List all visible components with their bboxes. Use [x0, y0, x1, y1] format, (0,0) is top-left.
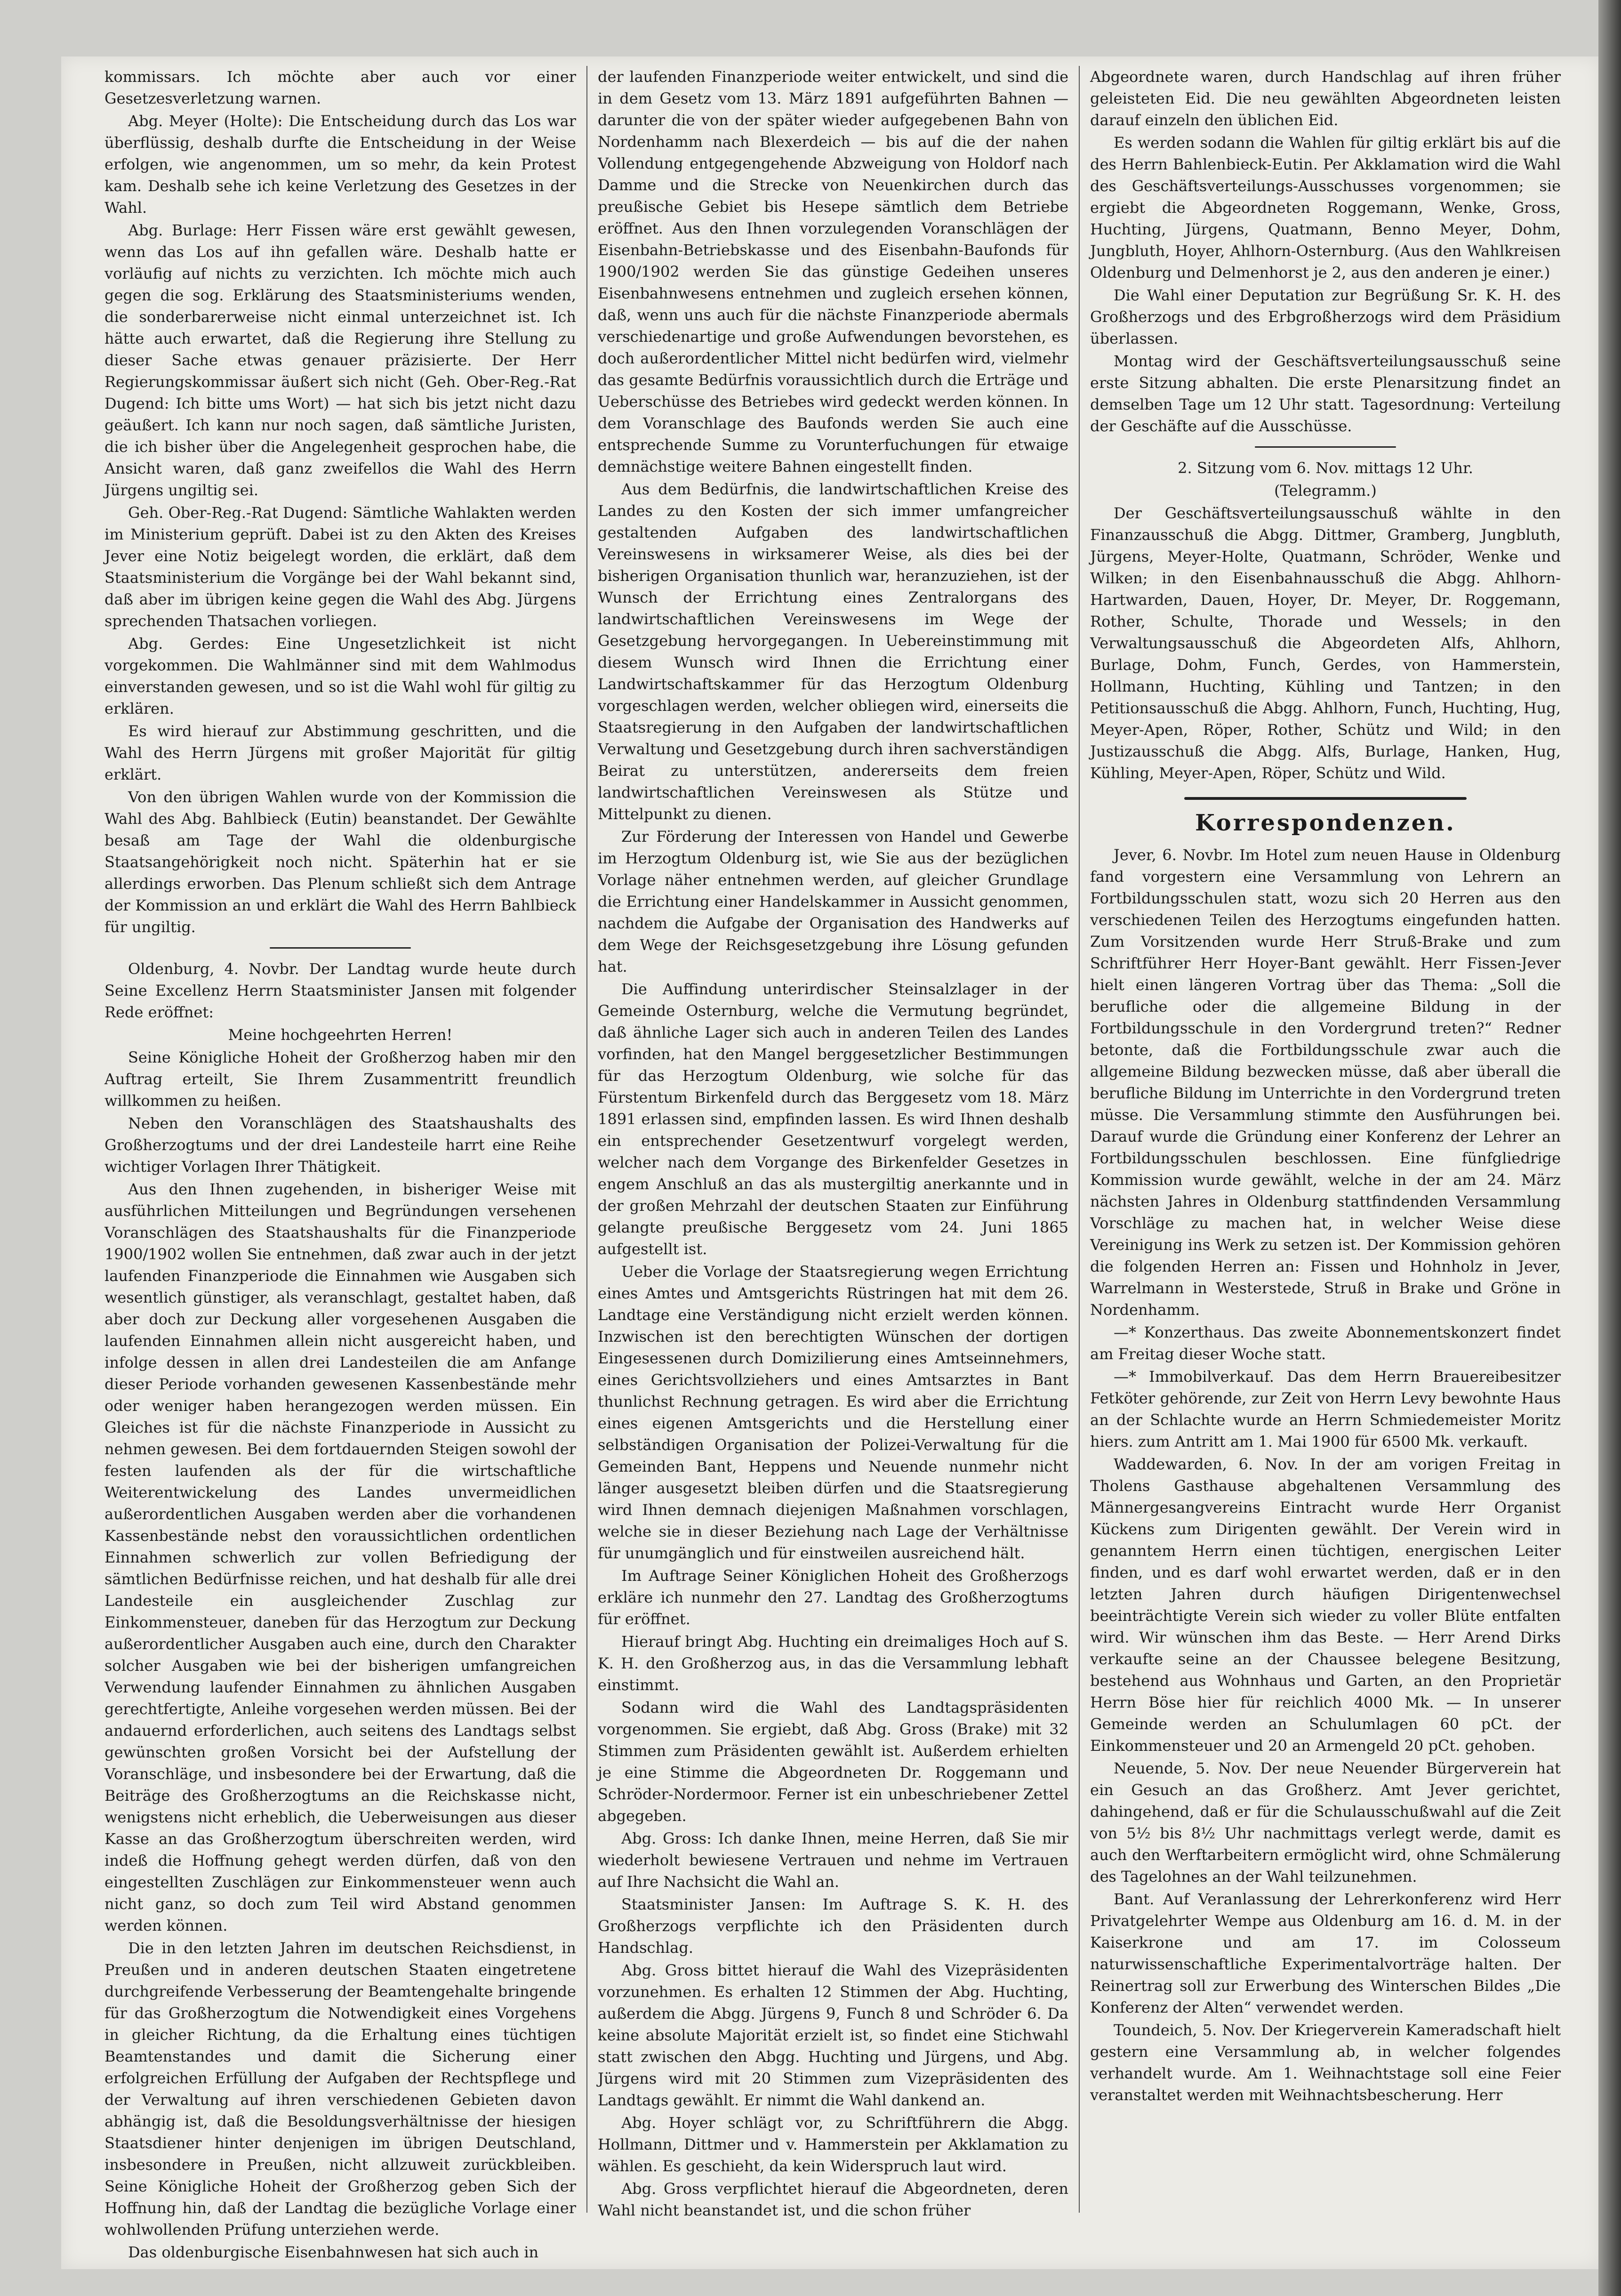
paragraph: der laufenden Finanzperiode weiter entwickelt, und sind die in dem Gesetz vom 13. März 1891 aufgeführten Bahnen — darunter die von der später wieder aufgegebenen Bahn von Nordenhamm nach Blexerdeich — bis auf die der nahen Vollendung entgegengehende Abzweigung von Holdorf nach Damme und die Strecke von Neuenkirchen durch das preußische Gebiet bis Hesepe sämtlich dem Betriebe eröffnet. Aus den Ihnen vorzulegenden Voranschlägen der Eisenbahn-Betriebskasse und des Eisenbahn-Baufonds für 1900/1902 werden Sie das günstige Gedeihen unseres Eisenbahnwesens entnehmen und zugleich ersehen können, daß, wenn uns auch für die nächste Finanzperiode abermals verschiedenartige und große Aufwendungen bevorstehen, es doch außerordentlicher Mittel nicht bedürfen wird, vielmehr das gesamte Bedürfnis voraussichtlich durch die Erträge und Ueberschüsse des Betriebes wird gedeckt werden können. In dem Voranschlage des Baufonds werden Sie auch eine entsprechende Summe zu Vorunterfuchungen für etwaige demnächstige weitere Bahnen eingestellt finden.	[598, 68, 1068, 475]
paragraph: Abgeordnete waren, durch Handschlag auf ihren früher geleisteten Eid. Die neu gewählten Abgeordneten leisten darauf einzeln den üblichen Eid.	[1090, 68, 1561, 129]
divider	[1255, 446, 1396, 448]
paragraph: Abg. Gerdes: Eine Ungesetzlichkeit ist nicht vorgekommen. Die Wahlmänner sind mit dem Wahlmodus einverstanden gewesen, und so ist die Wahl wohl für giltig zu erklären.	[104, 635, 576, 717]
paragraph: Geh. Ober-Reg.-Rat Dugend: Sämtliche Wahlakten werden im Ministerium geprüft. Dabei ist zu den Akten des Kreises Jever eine Notiz beigelegt worden, die erklärt, daß dem Staatsministerium die Vorgänge bei der Wahl bekannt sind, daß aber im übrigen keine gegen die Wahl des Abg. Jürgens sprechenden Thatsachen vorliegen.	[104, 504, 576, 630]
column-3	[1079, 66, 1571, 2213]
paragraph: Der Geschäftsverteilungsausschuß wählte in den Finanzausschuß die Abgg. Dittmer, Gramberg, Jungbluth, Jürgens, Meyer-Holte, Quatmann, Schröder, Wenke und Wilken; in den Eisenbahnausschuß die Abgg. Ahlhorn-Hartwarden, Dauen, Hoyer, Dr. Meyer, Dr. Roggemann, Rother, Schulte, Thorade und Wessels; in den Verwaltungsausschuß die Abgeordeten Alfs, Ahlhorn, Burlage, Dohm, Funch, Gerdes, von Hammerstein, Hollmann, Huchting, Kühling und Tantzen; in den Petitionsausschuß die Abgg. Ahlhorn, Funch, Huchting, Hug, Meyer-Apen, Röper, Rother, Schütz und Wild; in den Justizausschuß die Abgg. Alfs, Burlage, Hanken, Hug, Kühling, Meyer-Apen, Röper, Schütz und Wild.	[1090, 504, 1561, 782]
paragraph-immobilverkauf: —* Immobilverkauf. Das dem Herrn Brauereibesitzer Fetköter gehörende, zur Zeit von Herrn Levy bewohnte Haus an der Schlachte wurde an Herrn Schmiedemeister Moritz hiers. zum Antritt am 1. Mai 1900 für 6500 Mk. verkauft.	[1090, 1368, 1561, 1450]
paragraph: Abg. Hoyer schlägt vor, zu Schriftführern die Abgg. Hollmann, Dittmer und v. Hammerstein per Akklamation zu wählen. Es geschieht, da kein Widerspruch laut wird.	[598, 2114, 1068, 2175]
paragraph: Ueber die Vorlage der Staatsregierung wegen Errichtung eines Amtes und Amtsgerichts Rüstringen hat mit dem 26. Landtage eine Verständigung nicht erzielt werden können. Inzwischen ist den berechtigten Wünschen der dortigen Eingesessenen durch Domizilierung eines Amtseinnehmers, eines Gerichtsvollziehers und eines Amtsarztes in Bant thunlichst Rechnung getragen. Es wird aber die Errichtung eines eigenen Amtsgerichts und die Herstellung einer selbständigen Organisation der Polizei-Verwaltung für die Gemeinden Bant, Heppens und Neuende nunmehr nicht länger ausgesetzt bleiben dürfen und die Staatsregierung wird Ihnen demnach diejenigen Maßnahmen vorschlagen, welche sie in dieser Beziehung nach Lage der Verhältnisse für unumgänglich und für einstweilen ausreichend hält.	[598, 1263, 1068, 1562]
paragraph-neuende: Neuende, 5. Nov. Der neue Neuender Bürgerverein hat ein Gesuch an das Großherz. Amt Jever gerichtet, dahingehend, daß er für die Schulausschußwahl auf die Zeit von 5½ bis 8½ Uhr nachmittags verlegt werde, damit es auch den Werftarbeitern ermöglicht wird, ohne Schmälerung des Tagelohnes an der Wahl teilzunehmen.	[1090, 1759, 1561, 1885]
paragraph: Aus den Ihnen zugehenden, in bisheriger Weise mit ausführlichen Mitteilungen und Begründungen versehenen Voranschlägen des Staatshaushalts für die Finanzperiode 1900/1902 wollen Sie entnehmen, daß zwar auch in der jetzt laufenden Finanzperiode die Einnahmen wie Ausgaben sich wesentlich günstiger, als veranschlagt, gestaltet haben, daß aber doch zur Deckung aller vorgesehenen Ausgaben die laufenden Einnahmen allein nicht ausgereicht haben, und infolge dessen in allen drei Landesteilen die am Anfange dieser Periode vorhanden gewesenen Kassenbestände mehr oder weniger haben herangezogen werden müssen. Ein Gleiches ist für die nächste Finanzperiode in Aussicht zu nehmen gewesen. Bei dem fortdauernden Steigen sowohl der festen laufenden als der für die wirtschaftliche Weiterentwickelung des Landes unvermeidlichen außerordentlichen Ausgaben werden aber die vorhandenen Kassenbestände nebst den voraussichtlichen ordentlichen Einnahmen schwerlich zur vollen Befriedigung der sämtlichen Bedürfnisse reichen, und hat deshalb für alle drei Landesteile ein ausgleichender Zuschlag zur Einkommensteuer, daneben für das Herzogtum zur Deckung außerordentlicher Ausgaben auch eine, durch den Charakter solcher Ausgaben wie bei der bisherigen umfangreichen Verwendung laufender Einnahmen zu ähnlichen Ausgaben gerechtfertigte, Anleihe vorgesehen werden müssen. Bei der andauernd erforderlichen, auch seitens des Landtags selbst gewünschten großen Vorsicht bei der Aufstellung der Voranschläge, und insbesondere bei der Erwartung, daß die Beiträge des Großherzogtums an die Reichskasse nicht, wenigstens nicht erheblich, die Ueberweisungen aus dieser Kasse an das Großherzogtum überschreiten werden, wird indeß die Hoffnung gehegt werden dürfen, daß von den eingestellten Zuschlägen zur Einkommensteuer wenn auch nicht ganz, so doch zum Teil wird Abstand genommen werden können.	[104, 1180, 576, 1934]
session-title: 2. Sitzung vom 6. Nov. mittags 12 Uhr.	[1178, 459, 1473, 477]
speech-salutation: Meine hochgeehrten Herren!	[228, 1026, 453, 1044]
paragraph-jever: Jever, 6. Novbr. Im Hotel zum neuen Hause in Oldenburg fand vorgestern eine Versammlung von Lehrern an Fortbildungsschulen statt, wozu sich 20 Herren aus den verschiedenen Teilen des Herzogtums eingefunden hatten. Zum Vorsitzenden wurde Herr Struß-Brake und zum Schriftführer Herr Hoyer-Bant gewählt. Herr Fissen-Jever hielt einen längeren Vortrag über das Thema: „Soll die berufliche oder die allgemeine Bildung in der Fortbildungsschule in den Vordergrund treten?“ Redner betonte, daß die Fortbildungsschule zwar auch die allgemeine Bildung bezwecken müsse, daß aber überall die berufliche Bildung im Unterrichte in den Vordergrund treten müsse. Die Versammlung stimmte den Ausführungen bei. Darauf wurde die Gründung einer Konferenz der Lehrer an Fortbildungsschulen beschlossen. Eine fünfgliedrige Kommission wurde gewählt, welche in der am 24. März nächsten Jahres in Oldenburg stattfindenden Versammlung Vorschläge zu machen hat, in welcher Weise diese Vereinigung ins Werk zu setzen ist. Der Kommission gehören die folgenden Herren an: Fissen und Hohnholz in Jever, Warrelmann in Westerstede, Struß in Brake und Gröne in Nordenhamm.	[1090, 846, 1561, 1319]
paragraph: Sodann wird die Wahl des Landtagspräsidenten vorgenommen. Sie ergiebt, daß Abg. Gross (Brake) mit 32 Stimmen zum Präsidenten gewählt ist. Außerdem erhielten je eine Stimme die Abgeordneten Dr. Roggemann und Schröder-Nordermoor. Ferner ist ein unbeschriebener Zettel abgegeben.	[598, 1699, 1068, 1825]
paragraph: Zur Förderung der Interessen von Handel und Gewerbe im Herzogtum Oldenburg ist, wie Sie aus der bezüglichen Vorlage näher entnehmen werden, auf gleicher Grundlage die Errichtung einer Handelskammer in Aussicht genommen, nachdem die Aufgabe der Organisation des Handwerks auf dem Wege der Reichsgesetzgebung ihre Lösung gefunden hat.	[598, 828, 1068, 975]
paragraph: Es wird hierauf zur Abstimmung geschritten, und die Wahl des Herrn Jürgens mit großer Majorität für giltig erklärt.	[104, 722, 576, 783]
paragraph: Aus dem Bedürfnis, die landwirtschaftlichen Kreise des Landes zu den Kosten der sich immer umfangreicher gestaltenden Aufgaben des landwirtschaftlichen Vereinswesens in wirksamerer Weise, als dies bei der bisherigen Organisation thunlich war, heranzuziehen, ist der Wunsch der Errichtung eines Zentralorgans des landwirtschaftlichen Vereinswesens im Wege der Gesetzgebung hervorgegangen. In Uebereinstimmung mit diesem Wunsch wird Ihnen die Errichtung einer Landwirtschaftskammer für das Herzogtum Oldenburg vorgeschlagen werden, welcher obliegen wird, einerseits die Staatsregierung in den Aufgaben der landwirtschaftlichen Verwaltung und Gesetzgebung durch ihren sachverständigen Beirat zu unterstützen, andererseits dem freien landwirtschaftlichen Vereinswesen als Stütze und Mittelpunkt zu dienen.	[598, 480, 1068, 823]
column-2	[586, 66, 1079, 2219]
paragraph: Die Wahl einer Deputation zur Begrüßung Sr. K. H. des Großherzogs und des Erbgroßherzogs wird dem Präsidium überlassen.	[1090, 286, 1561, 347]
paragraph: Neben den Voranschlägen des Staatshaushalts des Großherzogtums und der drei Landesteile harrt eine Reihe wichtiger Vorlagen Ihrer Thätigkeit.	[104, 1114, 576, 1176]
paragraph: Das oldenburgische Eisenbahnwesen hat sich auch in	[128, 2243, 539, 2261]
section-heading: Korrespondenzen.	[1195, 810, 1456, 836]
paragraph: kommissars. Ich möchte aber auch vor einer Gesetzesverletzung warnen.	[104, 68, 576, 107]
paragraph: Hierauf bringt Abg. Huchting ein dreimaliges Hoch auf S. K. H. den Großherzog aus, in das die Versammlung lebhaft einstimmt.	[598, 1633, 1068, 1694]
paragraph: Abg. Meyer (Holte): Die Entscheidung durch das Los war überflüssig, deshalb durfte die Entscheidung in der Weise erfolgen, wie angenommen, um so mehr, da kein Protest kam. Deshalb sehe ich keine Verletzung des Gesetzes in der Wahl.	[104, 112, 576, 217]
paragraph-waddewarden: Waddewarden, 6. Nov. In der am vorigen Freitag in Tholens Gasthause abgehaltenen Versammlung des Männergesangvereins Eintracht wurde Herr Organist Kückens zum Dirigenten gewählt. Der Verein wird in genanntem Herrn einen tüchtigen, energischen Leiter finden, und es darf wohl erwartet werden, daß er in den letzten Jahren durch häufigen Dirigentenwechsel beeinträchtigte Verein sich wieder zu voller Blüte entfalten wird. Wir wünschen ihm das Beste. — Herr Arend Dirks verkaufte seine an der Chaussee belegene Besitzung, bestehend aus Wohnhaus und Garten, an den Proprietär Herrn Böse hier für reichlich 4000 Mk. — In unserer Gemeinde werden an Schulumlagen 60 pCt. der Einkommensteuer und 20 an Armengeld 20 pCt. gehoben.	[1090, 1455, 1561, 1755]
paragraph-oldenburg: Oldenburg, 4. Novbr. Der Landtag wurde heute durch Seine Excellenz Herrn Staatsminister Jansen mit folgender Rede eröffnet:	[104, 960, 576, 1021]
column-1	[94, 66, 586, 2261]
paragraph: Montag wird der Geschäftsverteilungsausschuß seine erste Sitzung abhalten. Die erste Plenarsitzung findet an demselben Tage um 12 Uhr statt. Tagesordnung: Verteilung der Geschäfte auf die Ausschüsse.	[1090, 352, 1561, 435]
book-spine	[1598, 0, 1621, 2296]
paragraph: Staatsminister Jansen: Im Auftrage S. K. H. des Großherzogs verpflichte ich den Präsidenten durch Handschlag.	[598, 1895, 1068, 1957]
paragraph: Abg. Gross: Ich danke Ihnen, meine Herren, daß Sie mir wiederholt bewiesene Vertrauen und nehme im Vertrauen auf Ihre Nachsicht die Wahl an.	[598, 1829, 1068, 1891]
session-subtitle: (Telegramm.)	[1274, 482, 1377, 499]
paragraph: Die Auffindung unterirdischer Steinsalzlager in der Gemeinde Osternburg, welche die Vermutung begründet, daß ähnliche Lager sich auch in anderen Teilen des Landes vorfinden, hat den Mangel berggesetzlicher Bestimmungen für das Herzogtum Oldenburg, wie solche für das Fürstentum Birkenfeld durch das Berggesetz vom 18. März 1891 erlassen sind, empfinden lassen. Es wird Ihnen deshalb ein entsprechender Gesetzentwurf vorgelegt werden, welcher nach dem Vorgange des Birkenfelder Gesetzes in engem Anschluß an das als mustergiltig anerkannte und in der großen Mehrzahl der deutschen Staaten zur Einführung gelangte preußische Berggesetz vom 24. Juni 1865 aufgestellt ist.	[598, 980, 1068, 1258]
paragraph: Von den übrigen Wahlen wurde von der Kommission die Wahl des Abg. Bahlbieck (Eutin) beanstandet. Der Gewählte besaß am Tage der Wahl die oldenburgische Staatsangehörigkeit noch nicht. Späterhin hat er sie allerdings erworben. Das Plenum schließt sich dem Antrage der Kommission an und erklärt die Wahl des Herrn Bahlbieck für ungiltig.	[104, 788, 576, 936]
paragraph: Abg. Gross bittet hierauf die Wahl des Vizepräsidenten vorzunehmen. Es erhalten 12 Stimmen der Abg. Huchting, außerdem die Abgg. Jürgens 9, Funch 8 und Schröder 6. Da keine absolute Majorität erzielt ist, so findet eine Stichwahl statt zwischen den Abgg. Huchting und Jürgens, und Abg. Jürgens wird mit 20 Stimmen zum Vizepräsidenten des Landtags gewählt. Er nimmt die Wahl dankend an.	[598, 1961, 1068, 2109]
paragraph-konzerthaus: —* Konzerthaus. Das zweite Abonnementskonzert findet am Freitag dieser Woche statt.	[1090, 1323, 1561, 1363]
divider	[270, 947, 411, 949]
ornamental-rule	[1184, 797, 1467, 800]
text-columns	[94, 66, 1572, 2261]
paragraph-bant: Bant. Auf Veranlassung der Lehrerkonferenz wird Herr Privatgelehrter Wempe aus Oldenburg am 16. d. M. in der Kaiserkrone und am 17. im Colosseum naturwissenschaftliche Experimentalvorträge halten. Der Reinertrag soll zur Erwerbung des Winterschen Bildes „Die Konferenz der Alten“ verwendet werden.	[1090, 1890, 1561, 2016]
paragraph: Abg. Burlage: Herr Fissen wäre erst gewählt gewesen, wenn das Los auf ihn gefallen wäre. Deshalb hatte er vorläufig auf nichts zu verzichten. Ich möchte mich auch gegen die sog. Erklärung des Staatsministeriums wenden, die sonderbarerweise nicht einmal unterzeichnet ist. Ich hätte auch erwartet, daß die Regierung ihre Stellung zu dieser Sache etwas genauer präzisierte. Der Herr Regierungskommissar äußert sich nicht (Geh. Ober-Reg.-Rat Dugend: Ich bitte ums Wort) — hat sich bis jetzt nicht dazu geäußert. Ich kann nur noch sagen, daß sämtliche Juristen, die ich bisher über die Angelegenheit gesprochen habe, die Ansicht waren, daß ganz zweifellos die Wahl des Herrn Jürgens ungiltig sei.	[104, 221, 576, 499]
paragraph: Seine Königliche Hoheit der Großherzog haben mir den Auftrag erteilt, Sie Ihrem Zusammentritt freundlich willkommen zu heißen.	[104, 1048, 576, 1110]
paragraph: Abg. Gross verpflichtet hierauf die Abgeordneten, deren Wahl nicht beanstandet ist, und die schon früher	[598, 2180, 1068, 2219]
paragraph: Im Auftrage Seiner Königlichen Hoheit des Großherzogs erkläre ich nunmehr den 27. Landtag des Großherzogtums für eröffnet.	[598, 1567, 1068, 1628]
paragraph-toundeich: Toundeich, 5. Nov. Der Kriegerverein Kameradschaft hielt gestern eine Versammlung ab, in welcher folgendes verhandelt wurde. Am 1. Weihnachtstage soll eine Feier veranstaltet werden mit Weihnachtsbescherung. Herr	[1090, 2021, 1561, 2104]
paragraph: Die in den letzten Jahren im deutschen Reichsdienst, in Preußen und in anderen deutschen Staaten eingetretene durchgreifende Verbesserung der Beamtengehalte bringende für das Großherzogtum die Notwendigkeit eines Vorgehens in gleicher Richtung, da die Erhaltung eines tüchtigen Beamtenstandes und damit die Sicherung einer erfolgreichen Erfüllung der Aufgaben der Rechtspflege und der Verwaltung auf ihren verschiedenen Gebieten davon abhängig ist, daß die Besoldungsverhältnisse der hiesigen Staatsdiener hinter denjenigen im übrigen Deutschland, insbesondere in Preußen, nicht allzuweit zurückbleiben. Seine Königliche Hoheit der Großherzog geben Sich der Hoffnung hin, daß der Landtag die bezügliche Vorlage einer wohlwollenden Prüfung unterziehen werde.	[104, 1939, 576, 2239]
paragraph: Es werden sodann die Wahlen für giltig erklärt bis auf die des Herrn Bahlenbieck-Eutin. Per Akklamation wird die Wahl des Geschäftsverteilungs-Ausschusses vorgenommen; sie ergiebt die Abgeordneten Roggemann, Wenke, Gross, Huchting, Jürgens, Quatmann, Benno Meyer, Dohm, Jungbluth, Hoyer, Ahlhorn-Osternburg. (Aus den Wahlkreisen Oldenburg und Delmenhorst je 2, aus den anderen je einer.)	[1090, 134, 1561, 282]
